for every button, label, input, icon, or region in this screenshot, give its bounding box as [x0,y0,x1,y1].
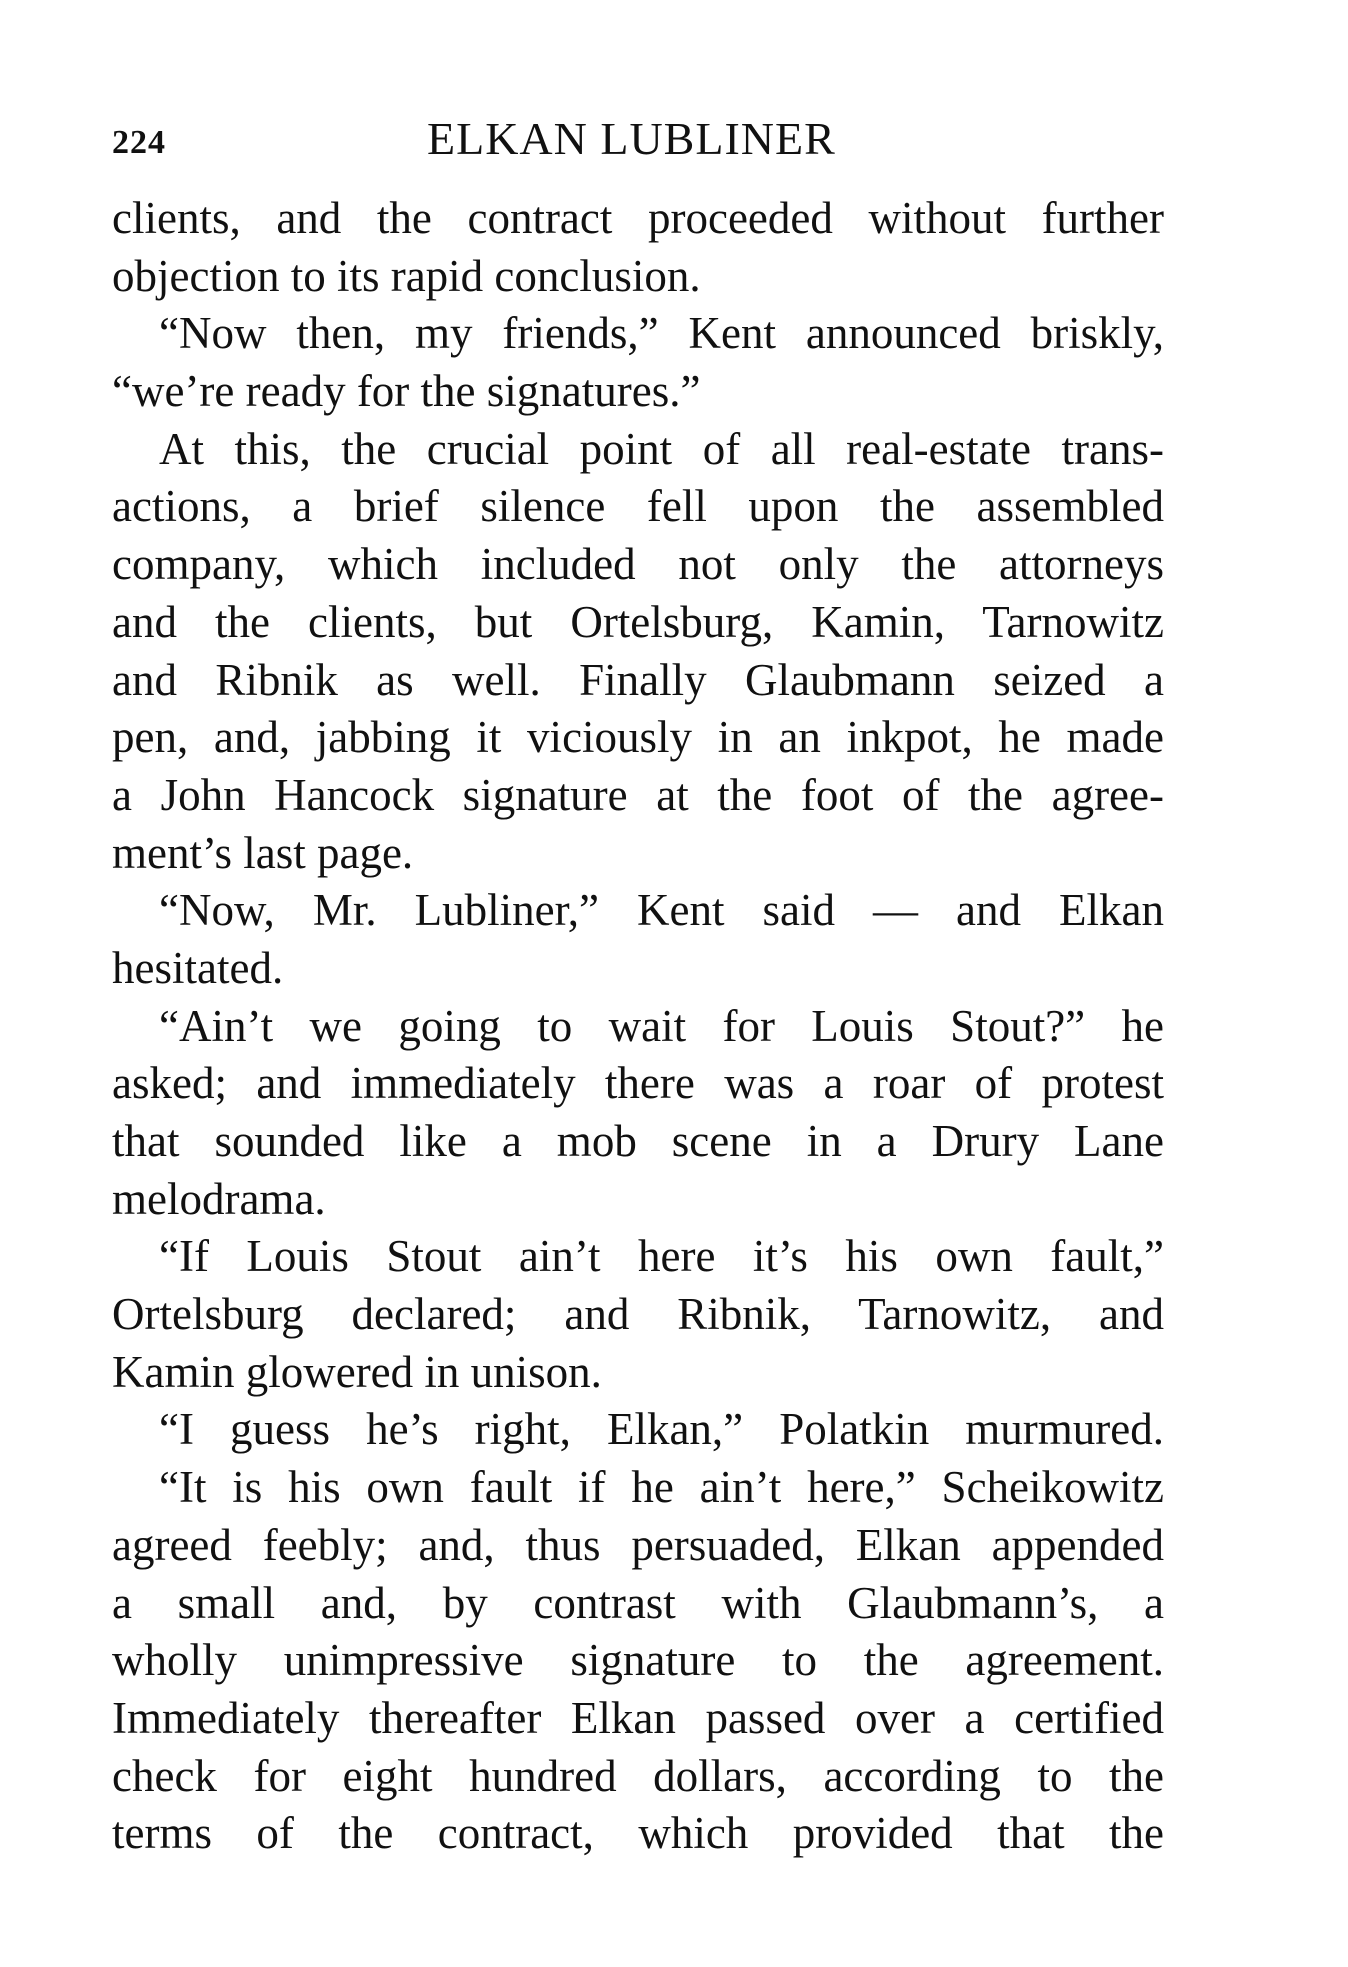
text-line: hesitated. [112,942,284,993]
body-text [112,190,1164,1863]
text-line: Ortelsburg declared; and Ribnik, Tarnowitz, and [112,1289,1164,1340]
text-line: “It is his own fault if he ain’t here,” Scheikowitz [159,1462,1164,1513]
text-line: ment’s last page. [112,827,414,878]
text-line: wholly unimpressive signature to the agreement. [112,1635,1164,1686]
text-line: asked; and immediately there was a roar of protest [112,1058,1164,1109]
text-line: “Now then, my friends,” Kent announced briskly, [159,308,1164,359]
text-line: “If Louis Stout ain’t here it’s his own fault,” [159,1231,1164,1282]
text-line: actions, a brief silence fell upon the assembled [112,481,1164,532]
text-line: “Ain’t we going to wait for Louis Stout?” he [159,1000,1164,1051]
text-line: clients, and the contract proceeded without further [112,193,1164,243]
text-line: melodrama. [112,1173,326,1224]
text-line: At this, the crucial point of all real-estate trans- [159,423,1164,474]
text-line: Immediately thereafter Elkan passed over a certified [112,1692,1164,1743]
text-line: that sounded like a mob scene in a Drury Lane [112,1116,1164,1166]
text-line: a small and, by contrast with Glaubmann’s, a [112,1577,1164,1628]
text-line: objection to its rapid conclusion. [112,250,701,301]
text-line: pen, and, jabbing it viciously in an inkpot, he made [112,712,1164,763]
text-line: and the clients, but Ortelsburg, Kamin, Tarnowitz [112,596,1164,647]
text-line: “I guess he’s right, Elkan,” Polatkin murmured. [159,1404,1164,1455]
text-line: Kamin glowered in unison. [112,1346,602,1397]
text-line: “we’re ready for the signatures.” [112,366,701,417]
text-line: and Ribnik as well. Finally Glaubmann seized a [112,654,1164,705]
page-header [112,112,1164,172]
text-line: terms of the contract, which provided that the [112,1808,1164,1859]
page-number: 224 [112,124,166,161]
text-line: check for eight hundred dollars, according to the [112,1750,1164,1801]
text-line: company, which included not only the attorneys [112,539,1164,590]
text-line: a John Hancock signature at the foot of the agree- [112,769,1164,820]
text-line: “Now, Mr. Lubliner,” Kent said — and Elkan [159,885,1164,936]
text-line: agreed feebly; and, thus persuaded, Elkan appended [112,1519,1164,1570]
running-head: ELKAN LUBLINER [427,113,836,164]
